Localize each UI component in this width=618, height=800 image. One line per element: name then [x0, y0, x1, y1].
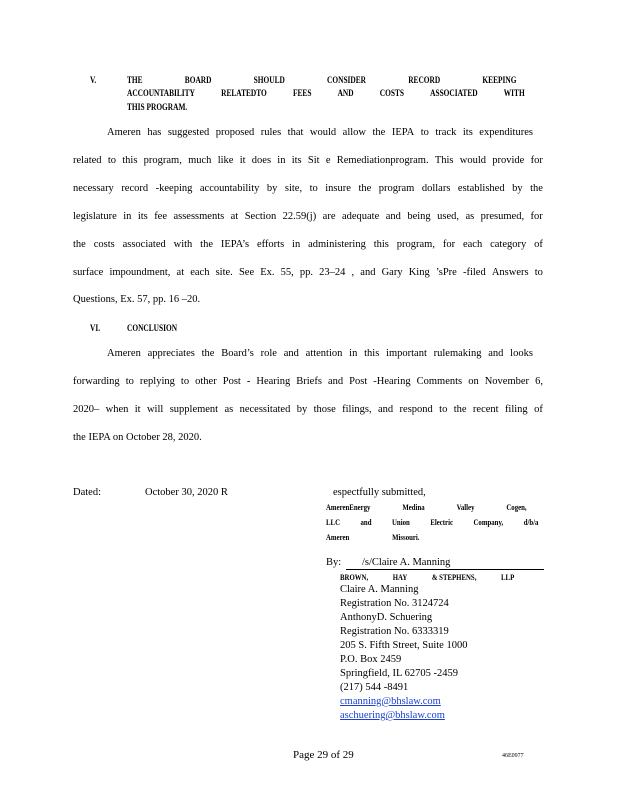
word: track	[435, 127, 457, 138]
heading-word: SHOULD	[253, 75, 285, 85]
word: to	[309, 183, 318, 194]
word: Hearing	[256, 376, 291, 387]
party-word: AmerenEnergy	[326, 503, 371, 512]
word: program	[378, 183, 415, 194]
word: necessary	[73, 183, 114, 194]
word: to	[180, 376, 190, 387]
document-id: 46E0977	[502, 753, 524, 759]
word: in	[292, 239, 301, 250]
heading-word: RECORD	[408, 75, 441, 85]
party-word: Medina	[402, 503, 425, 512]
word: this	[364, 348, 380, 359]
word: ’sPre	[435, 267, 457, 278]
word: would	[459, 155, 487, 166]
word: when	[105, 404, 129, 415]
word: of	[534, 404, 543, 415]
word: program,	[143, 155, 182, 166]
heading-word: CONSIDER	[327, 75, 367, 85]
respectfully-submitted: espectfully submitted,	[333, 487, 426, 498]
word: rules	[260, 127, 282, 138]
word: and	[327, 376, 344, 387]
word: This	[434, 155, 454, 166]
signature-line	[346, 557, 544, 570]
word: each	[462, 239, 483, 250]
word: e	[325, 155, 331, 166]
section-v-numeral: V.	[90, 75, 97, 85]
word: each	[190, 267, 210, 278]
word: Ex.	[260, 267, 275, 278]
word: Gary	[381, 267, 403, 278]
word: record	[121, 183, 149, 194]
address-line: Registration No. 3124724	[340, 598, 449, 609]
word: rulemaking	[433, 348, 482, 359]
word: being	[407, 211, 431, 222]
word: for	[530, 211, 543, 222]
word: fee	[154, 211, 168, 222]
party-word: and	[360, 518, 372, 527]
word: Sit	[307, 155, 320, 166]
word: used,	[437, 211, 459, 222]
word: other	[195, 376, 217, 387]
word: on	[468, 376, 479, 387]
word: to	[125, 376, 134, 387]
heading-word: COSTS	[379, 88, 404, 98]
word: it	[239, 155, 246, 166]
word: related	[73, 155, 102, 166]
word: -	[246, 376, 251, 387]
word: 23–24	[319, 267, 346, 278]
word: recent	[472, 404, 499, 415]
word: provide	[492, 155, 525, 166]
word: and	[385, 211, 401, 222]
heading-word: ASSOCIATED	[430, 88, 478, 98]
firm-word: BROWN,	[340, 573, 369, 582]
word: and	[283, 348, 299, 359]
word: filings,	[342, 404, 372, 415]
word: much	[188, 155, 212, 166]
paragraph-line	[73, 239, 543, 250]
word: suggested	[167, 127, 210, 138]
word: Answers	[491, 267, 529, 278]
word: 2020–	[73, 404, 100, 415]
word: like	[217, 155, 234, 166]
word: IEPA’s	[220, 239, 250, 250]
party-word: LLC	[326, 518, 340, 527]
party-word: Union	[392, 518, 410, 527]
word: Board’s	[221, 348, 254, 359]
word: has	[147, 127, 162, 138]
address-line: Claire A. Manning	[340, 584, 419, 595]
word: to	[439, 404, 448, 415]
paragraph-line: the IEPA on October 28, 2020.	[73, 432, 202, 443]
word: are	[322, 211, 336, 222]
word: proposed	[215, 127, 255, 138]
heading-word: AND	[337, 88, 354, 98]
heading-word: ACCOUNTABILITY	[127, 88, 195, 98]
by-label: By:	[326, 557, 342, 568]
section-v-heading-line3: THIS PROGRAM.	[127, 102, 188, 112]
word: -filed	[462, 267, 486, 278]
word: insure	[325, 183, 351, 194]
paragraph-line	[73, 155, 543, 166]
word: role	[260, 348, 277, 359]
word: attention	[305, 348, 343, 359]
firm-word: HAY	[392, 573, 408, 582]
dated-label: Dated:	[73, 487, 101, 498]
word: dollars	[421, 183, 451, 194]
word: accountability	[199, 183, 260, 194]
word: legislature	[73, 211, 117, 222]
paragraph-line: Questions, Ex. 57, pp. 16 –20.	[73, 294, 201, 305]
address-line: AnthonyD. Schuering	[340, 612, 433, 623]
heading-word: THE	[127, 75, 143, 85]
word: to	[534, 267, 543, 278]
word: Post	[349, 376, 368, 387]
word: efforts	[256, 239, 285, 250]
word: allow	[342, 127, 366, 138]
signer-name: /s/Claire A. Manning	[362, 557, 451, 568]
word: the	[358, 183, 372, 194]
word: category	[490, 239, 527, 250]
word: presumed,	[480, 211, 525, 222]
word: assessments	[173, 211, 225, 222]
word: with	[173, 239, 193, 250]
party-word: Missouri.	[392, 533, 420, 542]
word: -Hearing	[373, 376, 411, 387]
word: site,	[284, 183, 303, 194]
word: pp.	[299, 267, 314, 278]
word: the	[530, 183, 543, 194]
word: supplement	[169, 404, 219, 415]
section-vi-heading: CONCLUSION	[127, 323, 178, 333]
word: the	[73, 239, 86, 250]
heading-word: BOARD	[184, 75, 212, 85]
word: and	[377, 404, 394, 415]
word: impoundment,	[109, 267, 171, 278]
word: costs	[93, 239, 115, 250]
address-line: Springfield, IL 62705 -2459	[340, 668, 459, 679]
word: looks	[510, 348, 533, 359]
word: by	[266, 183, 278, 194]
word: as	[465, 211, 475, 222]
paragraph-line	[73, 183, 543, 194]
word: forwarding	[73, 376, 120, 387]
word: in	[349, 348, 358, 359]
firm-word: & STEPHENS,	[431, 573, 477, 582]
word: filing	[504, 404, 528, 415]
word: appreciates	[147, 348, 195, 359]
word: that	[287, 127, 304, 138]
word: 6,	[535, 376, 543, 387]
party-word: Company,	[473, 518, 504, 527]
word: its	[137, 211, 148, 222]
word: Post	[222, 376, 241, 387]
word: does	[251, 155, 272, 166]
word: this	[373, 239, 389, 250]
word: site.	[215, 267, 233, 278]
word: 22.59(j)	[282, 211, 317, 222]
address-line: 205 S. Fifth Street, Suite 1000	[340, 640, 468, 651]
word: Ameren	[107, 127, 141, 138]
word: established	[457, 183, 505, 194]
party-word: Valley	[456, 503, 475, 512]
word: at	[230, 211, 239, 222]
party-line2	[326, 518, 539, 527]
word: by	[296, 404, 308, 415]
word: in	[277, 155, 286, 166]
word: Ameren	[107, 348, 141, 359]
word: by	[512, 183, 523, 194]
word: See	[238, 267, 255, 278]
party-line1	[326, 503, 527, 512]
party-word: Electric	[430, 518, 453, 527]
section-v-heading-line2	[127, 88, 525, 98]
heading-word: RELATEDTO	[221, 88, 267, 98]
word: to	[420, 127, 429, 138]
page-number: Page 29 of 29	[293, 749, 354, 761]
word: will	[146, 404, 164, 415]
firm-word: LLP	[500, 573, 515, 582]
heading-word: WITH	[503, 88, 525, 98]
dated-value: October 30, 2020 R	[145, 487, 228, 498]
word: November	[484, 376, 530, 387]
word: administering	[308, 239, 366, 250]
word: the	[201, 348, 215, 359]
paragraph-line	[73, 376, 543, 387]
word: Remediationprogram.	[336, 155, 429, 166]
word: of	[534, 239, 543, 250]
heading-word: FEES	[292, 88, 312, 98]
word: Comments	[416, 376, 463, 387]
word: would	[309, 127, 337, 138]
paragraph-line	[73, 267, 543, 278]
word: respond	[399, 404, 433, 415]
word: this	[122, 155, 138, 166]
word: and	[360, 267, 376, 278]
word: expenditures	[479, 127, 533, 138]
word: for	[530, 155, 543, 166]
word: the	[200, 239, 213, 250]
email-link-aschuering[interactable]: aschuering@bhslaw.com	[340, 710, 445, 721]
word: replying	[139, 376, 175, 387]
word: and	[488, 348, 504, 359]
section-vi-numeral: VI.	[90, 323, 101, 333]
word: 55,	[280, 267, 294, 278]
word: -keeping	[155, 183, 193, 194]
word: King	[408, 267, 430, 278]
paragraph-line	[107, 127, 533, 138]
paragraph-line	[73, 211, 543, 222]
address-line: (217) 544 -8491	[340, 682, 409, 693]
word: as	[224, 404, 234, 415]
section-v-heading-line1	[127, 75, 517, 85]
word: it	[134, 404, 141, 415]
word: Briefs	[296, 376, 322, 387]
word: for	[442, 239, 456, 250]
party-word: Ameren	[326, 533, 350, 542]
word: associated	[122, 239, 166, 250]
word: in	[123, 211, 132, 222]
word: necessitated	[239, 404, 291, 415]
party-line3	[326, 533, 420, 542]
word: its	[291, 155, 302, 166]
word: adequate	[341, 211, 380, 222]
paragraph-line	[73, 404, 543, 415]
word: IEPA	[391, 127, 415, 138]
word: its	[462, 127, 473, 138]
word: surface	[73, 267, 104, 278]
paragraph-line	[107, 348, 533, 359]
word: to	[107, 155, 116, 166]
word: ,	[351, 267, 355, 278]
address-line: Registration No. 6333319	[340, 626, 449, 637]
party-word: d/b/a	[523, 518, 539, 527]
law-firm	[340, 573, 514, 582]
word: program,	[396, 239, 435, 250]
party-word: Cogen,	[506, 503, 527, 512]
word: Section	[244, 211, 277, 222]
address-line: P.O. Box 2459	[340, 654, 402, 665]
heading-word: KEEPING	[482, 75, 517, 85]
word: those	[313, 404, 336, 415]
word: at	[176, 267, 185, 278]
word: the	[453, 404, 467, 415]
email-link-cmanning[interactable]: cmanning@bhslaw.com	[340, 696, 441, 707]
word: important	[386, 348, 427, 359]
word: the	[372, 127, 386, 138]
